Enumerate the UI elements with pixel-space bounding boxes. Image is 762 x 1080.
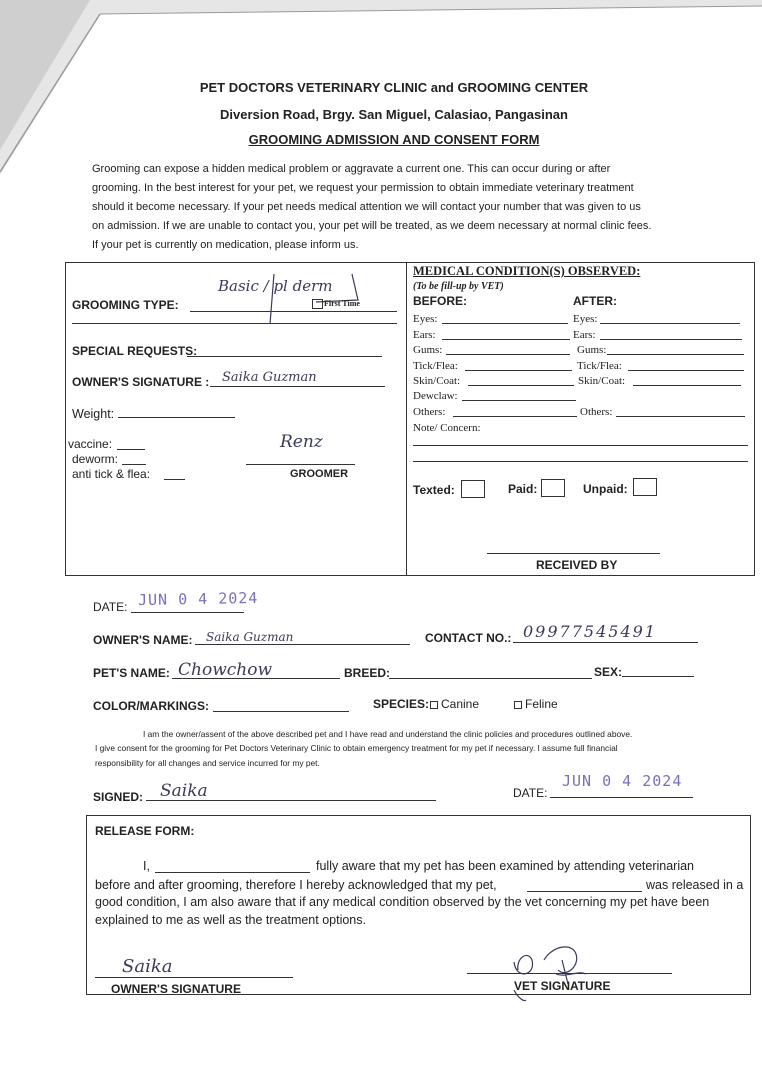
grooming-type-line-2 xyxy=(72,323,397,324)
intro-line: Grooming can expose a hidden medical problem or aggravate a current one. This can occur during or after xyxy=(92,163,611,175)
contact-line xyxy=(513,642,698,643)
after-skin-line[interactable] xyxy=(633,385,741,386)
after-ears-line[interactable] xyxy=(600,339,742,340)
owner-signature-label: OWNER'S SIGNATURE : xyxy=(72,375,210,389)
release-title: RELEASE FORM: xyxy=(95,824,195,838)
signed-value[interactable]: Saika xyxy=(160,781,208,801)
release-line1: fully aware that my pet has been examined by attending veterinarian xyxy=(316,859,695,873)
vet-sig-line xyxy=(467,973,672,974)
contact-label: CONTACT NO.: xyxy=(425,631,512,645)
first-time-label: First Time xyxy=(324,299,360,308)
note-line-1[interactable] xyxy=(413,445,748,446)
color-line[interactable] xyxy=(213,711,349,712)
before-dewclaw: Dewclaw: xyxy=(413,390,458,402)
breed-label: BREED: xyxy=(344,666,391,680)
signed-date-label: DATE: xyxy=(513,786,548,800)
sex-label: SEX: xyxy=(594,665,623,679)
vaccine-line[interactable] xyxy=(117,449,145,450)
before-tick-line[interactable] xyxy=(465,370,572,371)
box-divider xyxy=(406,263,407,575)
release-line3: good condition, I am also aware that if any medical condition observed by the vet concerning my pet have been xyxy=(95,895,710,909)
before-gums-line[interactable] xyxy=(446,354,570,355)
color-label: COLOR/MARKINGS: xyxy=(93,699,209,713)
groomer-label: GROOMER xyxy=(290,468,349,480)
after-eyes: Eyes: xyxy=(573,313,598,325)
after-tick-line[interactable] xyxy=(628,370,744,371)
groomer-line xyxy=(246,464,355,465)
canine-label: Canine xyxy=(441,697,480,711)
note-line-2[interactable] xyxy=(413,461,748,462)
date-line xyxy=(131,612,244,613)
signed-date-line xyxy=(550,797,693,798)
weight-line[interactable] xyxy=(118,417,235,418)
before-eyes-line[interactable] xyxy=(442,323,568,324)
owner-sig-label: OWNER'S SIGNATURE xyxy=(111,982,241,996)
grooming-type-value[interactable]: Basic / pl derm xyxy=(218,277,333,295)
after-others-line[interactable] xyxy=(616,416,745,417)
release-line2b: was released in a xyxy=(646,878,744,892)
clinic-name: PET DOCTORS VETERINARY CLINIC and GROOMING CENTER xyxy=(199,80,589,95)
owner-name-value[interactable]: Saika Guzman xyxy=(206,630,294,644)
consent-line-3: responsibility for all changes and service incurred for my pet. xyxy=(95,758,320,768)
received-by-line[interactable] xyxy=(487,553,660,554)
release-name-line[interactable] xyxy=(155,872,310,873)
anti-tick-line[interactable] xyxy=(164,479,185,480)
pet-name-value[interactable]: Chowchow xyxy=(178,660,272,680)
before-ears: Ears: xyxy=(413,329,436,341)
texted-label: Texted: xyxy=(413,483,455,497)
unpaid-checkbox[interactable] xyxy=(633,478,657,496)
before-label: BEFORE: xyxy=(413,294,467,308)
unpaid-label: Unpaid: xyxy=(583,482,628,496)
paid-checkbox[interactable] xyxy=(541,479,565,497)
first-time-checkbox[interactable] xyxy=(312,299,323,309)
after-tick: Tick/Flea: xyxy=(577,360,622,372)
feline-label: Feline xyxy=(525,697,558,711)
special-requests-line[interactable] xyxy=(187,356,382,357)
before-tick: Tick/Flea: xyxy=(413,360,458,372)
species-label: SPECIES: xyxy=(373,697,430,711)
vet-sig-label: VET SIGNATURE xyxy=(514,979,611,993)
before-others-line[interactable] xyxy=(453,416,577,417)
intro-line: on admission. If we are unable to contact you, your pet will be treated, as we deem necessary at normal clinic fees. xyxy=(92,220,652,232)
weight-label: Weight: xyxy=(72,407,115,421)
before-skin: Skin/Coat: xyxy=(413,375,461,387)
canine-checkbox[interactable] xyxy=(430,701,438,709)
anti-tick-label: anti tick & flea: xyxy=(72,467,151,481)
medical-title: MEDICAL CONDITION(S) OBSERVED: xyxy=(413,264,641,278)
date-stamp: JUN 0 4 2024 xyxy=(137,588,259,610)
note-concern: Note/ Concern: xyxy=(413,422,481,434)
release-line4: explained to me as well as the treatment options. xyxy=(95,913,366,927)
clinic-address: Diversion Road, Brgy. San Miguel, Calasiao, Pangasinan xyxy=(220,107,568,122)
after-ears: Ears: xyxy=(573,329,596,341)
after-gums: Gums: xyxy=(577,344,607,356)
feline-checkbox[interactable] xyxy=(514,701,522,709)
deworm-label: deworm: xyxy=(72,452,119,466)
before-eyes: Eyes: xyxy=(413,313,438,325)
before-ears-line[interactable] xyxy=(442,339,570,340)
release-pet-line[interactable] xyxy=(527,891,642,892)
date-label: DATE: xyxy=(93,600,128,614)
intro-line: If your pet is currently on medication, please inform us. xyxy=(92,239,359,251)
after-label: AFTER: xyxy=(573,294,617,308)
contact-value[interactable]: 09977545491 xyxy=(523,622,657,641)
intro-line: grooming. In the best interest for your pet, we request your permission to obtain immediate veterinary treatment xyxy=(92,182,634,194)
breed-line[interactable] xyxy=(389,678,592,679)
after-eyes-line[interactable] xyxy=(600,323,740,324)
before-skin-line[interactable] xyxy=(468,385,574,386)
intro-line: should it become necessary. If your pet needs medical attention we will contact your number that was given to us xyxy=(92,201,641,213)
groomer-signature: Renz xyxy=(280,432,323,452)
pet-name-label: PET'S NAME: xyxy=(93,666,170,680)
after-gums-line[interactable] xyxy=(607,354,744,355)
consent-line-1: I am the owner/assent of the above described pet and I have read and understand the clinic policies and procedures outlined above. xyxy=(143,729,633,739)
intro-paragraph xyxy=(92,160,712,255)
owner-name-line xyxy=(195,644,410,645)
form-title: GROOMING ADMISSION AND CONSENT FORM xyxy=(248,132,540,147)
grooming-type-label: GROOMING TYPE: xyxy=(72,298,179,312)
medical-subtitle: (To be fill-up by VET) xyxy=(413,281,504,292)
owner-name-label: OWNER'S NAME: xyxy=(93,633,193,647)
after-others: Others: xyxy=(580,406,613,418)
owner-signature-value[interactable]: Saika Guzman xyxy=(222,370,317,385)
sex-line[interactable] xyxy=(622,676,694,677)
after-skin: Skin/Coat: xyxy=(578,375,626,387)
received-by-label: RECEIVED BY xyxy=(536,558,618,572)
texted-checkbox[interactable] xyxy=(461,480,485,498)
special-requests-label: SPECIAL REQUESTS: xyxy=(72,344,198,358)
before-others: Others: xyxy=(413,406,446,418)
release-line2a: before and after grooming, therefore I hereby acknowledged that my pet, xyxy=(95,878,497,892)
before-dewclaw-line[interactable] xyxy=(462,400,576,401)
vaccine-label: vaccine: xyxy=(68,437,113,451)
signed-label: SIGNED: xyxy=(93,790,144,804)
deworm-line[interactable] xyxy=(122,464,146,465)
paid-label: Paid: xyxy=(508,482,538,496)
release-owner-sig-value[interactable]: Saika xyxy=(122,956,173,977)
consent-line-2: I give consent for the grooming for Pet Doctors Veterinary Clinic to obtain emergency treatment for my pet if necessary. I assume full financial xyxy=(95,743,618,753)
before-gums: Gums: xyxy=(413,344,443,356)
owner-sig-line xyxy=(95,977,293,978)
owner-signature-line xyxy=(210,386,385,387)
signed-date-stamp: JUN 0 4 2024 xyxy=(562,772,683,790)
release-i: I, xyxy=(143,859,150,873)
